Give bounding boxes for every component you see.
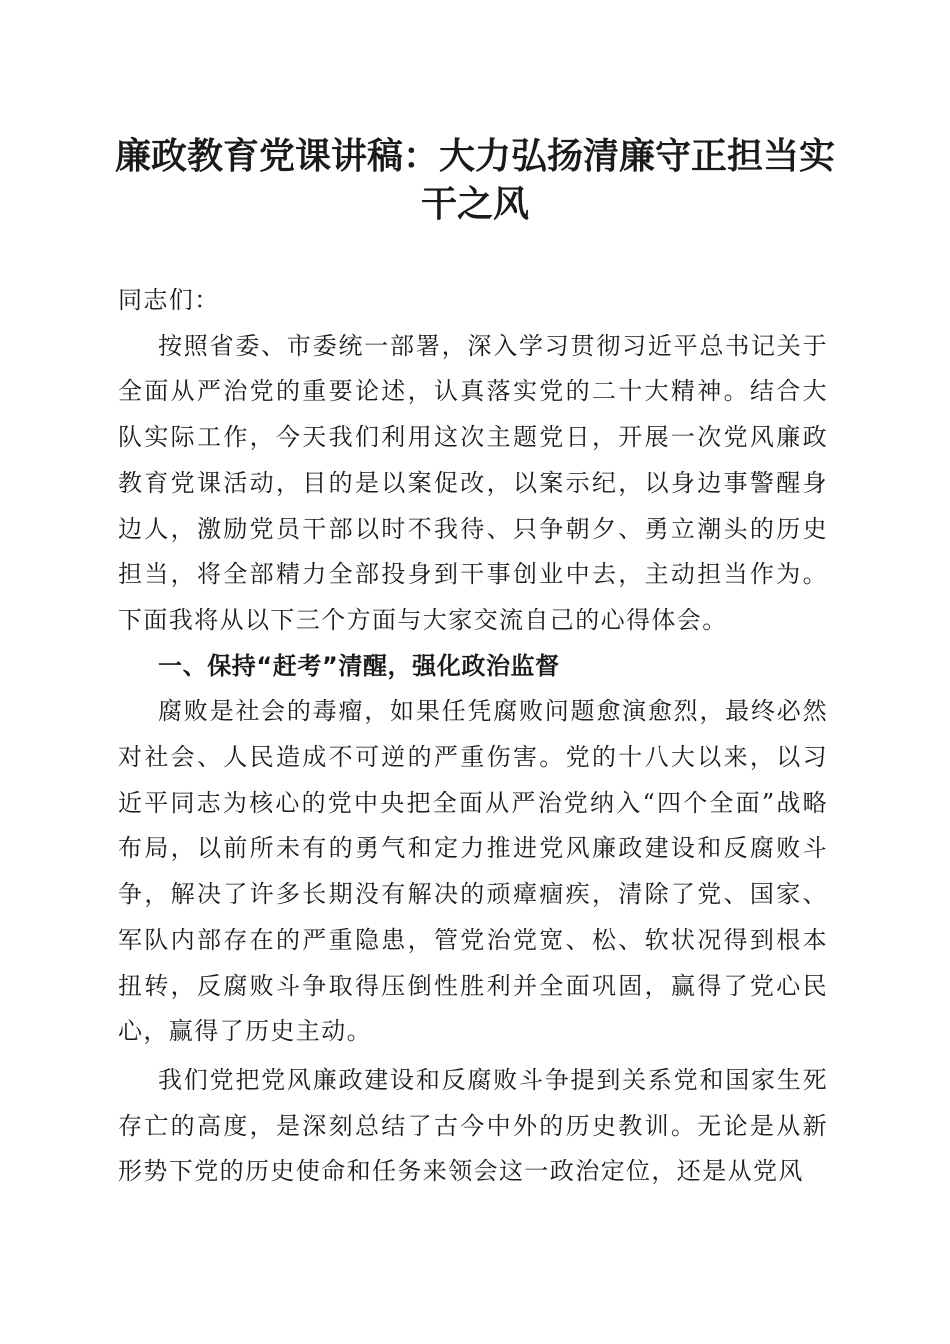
document-title: 廉政教育党课讲稿：大力弘扬清廉守正担当实干之风 <box>114 135 835 225</box>
document-body <box>118 278 828 1195</box>
body-paragraph: 按照省委、市委统一部署，深入学习贯彻习近平总书记关于全面从严治党的重要论述，认真落实党的二十大精神。结合大队实际工作，今天我们利用这次主题党日，开展一次党风廉政教育党课活动，目的是以案促改，以案示纪，以身边事警醒身边人，激励党员干部以时不我待、只争朝夕、勇立潮头的历史担当，将全部精力全部投身到干事创业中去，主动担当作为。下面我将从以下三个方面与大家交流自己的心得体会。 <box>118 331 828 634</box>
body-paragraph: 腐败是社会的毒瘤，如果任凭腐败问题愈演愈烈，最终必然对社会、人民造成不可逆的严重伤害。党的十八大以来，以习近平同志为核心的党中央把全面从严治党纳入“四个全面”战略布局，以前所未有的勇气和定力推进党风廉政建设和反腐败斗争，解决了许多长期没有解决的顽瘴痼疾，清除了党、国家、军队内部存在的严重隐患，管党治党宽、松、软状况得到根本扭转，反腐败斗争取得压倒性胜利并全面巩固，赢得了党心民心，赢得了历史主动。 <box>118 697 828 1046</box>
section-heading: 一、保持“赶考”清醒，强化政治监督 <box>158 651 560 680</box>
salutation: 同志们： <box>118 286 220 314</box>
body-paragraph: 我们党把党风廉政建设和反腐败斗争提到关系党和国家生死存亡的高度，是深刻总结了古今中外的历史教训。无论是从新形势下党的历史使命和任务来领会这一政治定位，还是从党风 <box>118 1065 828 1186</box>
